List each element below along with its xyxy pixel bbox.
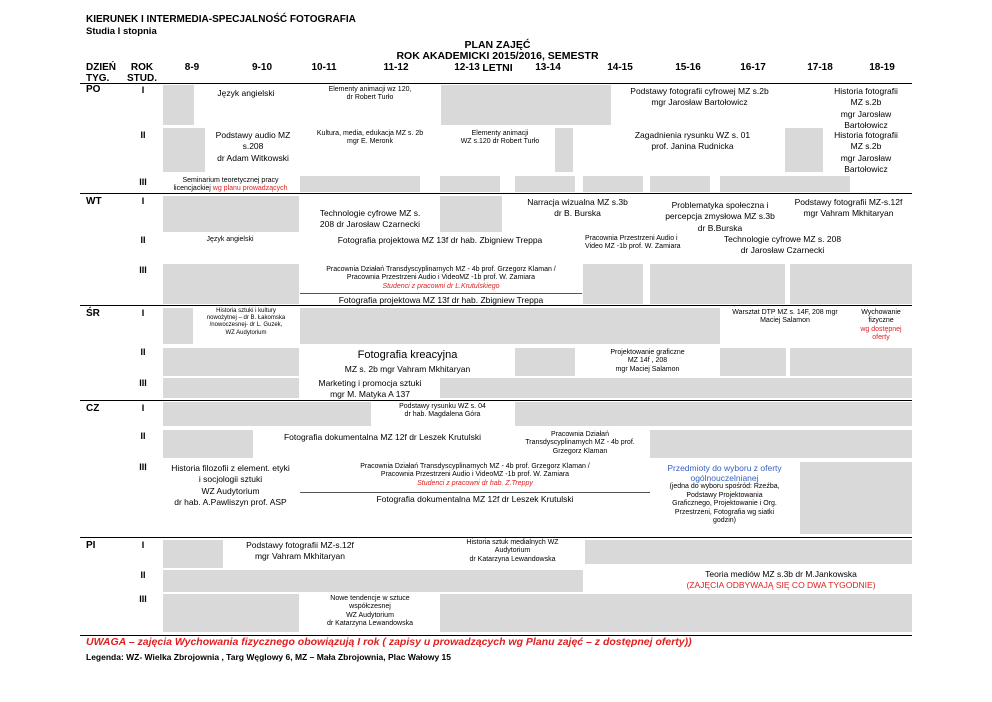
empty-slot [720, 348, 786, 376]
slot-header: 12-13 [454, 62, 480, 73]
rok-header: ROK STUD. [127, 62, 157, 84]
year-label: I [141, 403, 145, 413]
year-label: III [139, 177, 147, 187]
note-uwaga: UWAGA – zajęcia Wychowania fizycznego obowiązują I rok ( zapisy u prowadzących wg Planu zajęć – z dostępnej oferty)) [86, 636, 692, 648]
empty-slot [163, 402, 371, 426]
class-cell: Seminarium teoretycznej pracy licencjackiej wg planu prowadzących [173, 177, 288, 193]
cell-divider [300, 293, 582, 294]
cell-divider [300, 492, 650, 493]
empty-slot [300, 308, 720, 344]
year-label: I [141, 308, 145, 318]
class-cell: Fotografia projektowa MZ 13f dr hab. Zbigniew Treppa [338, 295, 544, 305]
class-cell: Przedmioty do wyboru z oferty ogólnouczelnianej (jedna do wyboru spośród: Rzeźba, Podstawy Projektowania Graficznego, Projektowanie i Org. Przestrzeni, Fotografia wg siatki godzin) [667, 463, 782, 524]
slot-header: 10-11 [311, 62, 337, 73]
class-cell: Elementy animacji wz 120, dr Robert Turło [328, 86, 412, 102]
class-cell: Pracownia Działań Transdyscyplinarnych MZ - 4b prof. Grzegorz Klaman [525, 431, 635, 455]
year-label: II [140, 570, 146, 580]
class-cell: Teoria mediów MZ s.3b dr M.Jankowska (ZAJĘCIA ODBYWAJĄ SIĘ CO DWA TYGODNIE) [686, 569, 876, 591]
faculty-title: KIERUNEK I INTERMEDIA-SPECJALNOŚĆ FOTOGRAFIA [86, 14, 356, 25]
year-label: II [140, 347, 146, 357]
year-label: I [141, 85, 145, 95]
empty-slot [650, 430, 912, 458]
class-cell: Podstawy rysunku WZ s. 04 dr hab. Magdalena Góra [399, 403, 486, 419]
class-cell: Pracownia Przestrzeni Audio i Video MZ -1b prof. W. Zamiara [585, 235, 681, 251]
class-cell: Problematyka społeczna i percepcja zmysłowa MZ s.3b dr B.Burska [665, 200, 775, 233]
class-cell: Narracja wizualna MZ s.3b dr B. Burska [527, 197, 628, 219]
empty-slot [555, 128, 573, 172]
empty-slot [785, 128, 823, 172]
year-label: II [140, 235, 146, 245]
empty-slot [163, 308, 193, 344]
empty-slot [163, 430, 253, 458]
empty-slot [650, 264, 785, 304]
empty-slot [440, 378, 912, 398]
slot-header: 16-17 [740, 62, 766, 73]
empty-slot [515, 402, 912, 426]
slot-header: 13-14 [535, 62, 561, 73]
class-cell: Marketing i promocja sztuki mgr M. Matyka A 137 [318, 378, 422, 400]
class-cell: Elementy animacji WZ s.120 dr Robert Turło [460, 130, 540, 146]
day-divider [80, 400, 912, 401]
empty-slot [515, 176, 575, 192]
slot-header: 18-19 [869, 62, 895, 73]
year-label: III [139, 265, 147, 275]
empty-slot [163, 594, 299, 632]
class-cell: Wychowanie fizyczne wg dostępnej oferty [860, 309, 902, 342]
empty-slot [163, 85, 194, 125]
empty-slot [583, 176, 643, 192]
empty-slot [800, 462, 912, 534]
empty-slot [583, 264, 643, 304]
plan-subtitle: ROK AKADEMICKI 2015/2016, SEMESTR LETNI [396, 50, 599, 74]
empty-slot [163, 264, 299, 304]
year-label: II [140, 431, 146, 441]
year-label: II [140, 130, 146, 140]
empty-slot [163, 196, 299, 232]
empty-slot [515, 348, 575, 376]
class-cell: Język angielski [217, 88, 275, 98]
empty-slot [720, 176, 850, 192]
class-cell: Podstawy fotografii cyfrowej MZ s.2b mgr Jarosław Bartołowicz [630, 86, 769, 108]
empty-slot [163, 378, 299, 398]
class-cell: Technologie cyfrowe MZ s. 208 dr Jarosław Czarnecki [723, 234, 842, 256]
day-label: PO [86, 84, 101, 95]
class-cell: Podstawy audio MZ s.208 dr Adam Witkowski [215, 130, 291, 163]
year-label: III [139, 378, 147, 388]
class-cell: Historia filozofii z element. etyki i socjologii sztuki WZ Audytorium dr hab. A.Pawliszyn prof. ASP [171, 463, 290, 508]
study-level: Studia I stopnia [86, 26, 157, 37]
day-divider [80, 537, 912, 538]
class-cell: Warsztat DTP MZ s. 14F, 208 mgr Maciej Salamon [732, 309, 838, 325]
header-divider [80, 83, 912, 84]
class-cell: Zagadnienia rysunku WZ s. 01 prof. Janina Rudnicka [634, 130, 751, 152]
slot-header: 17-18 [807, 62, 833, 73]
class-cell: Pracownia Działań Transdyscyplinarnych MZ - 4b prof. Grzegorz Klaman / Pracownia Przestrzeni Audio i VideoMZ -1b prof. W. Zamiara Studenci z pracowni dr hab. Z.Treppy [360, 463, 590, 487]
class-cell: Technologie cyfrowe MZ s. 208 dr Jarosław Czarnecki [319, 208, 421, 230]
year-label: III [139, 462, 147, 472]
legend: Legenda: WZ- Wielka Zbrojownia , Targ Węglowy 6, MZ – Mała Zbrojownia, Plac Wałowy 15 [86, 652, 452, 662]
empty-slot [163, 570, 583, 592]
slot-header: 11-12 [383, 62, 409, 73]
empty-slot [163, 128, 205, 172]
class-cell: Projektowanie graficzne MZ 14f , 208 mgr Maciej Salamon [610, 349, 685, 373]
class-cell: Nowe tendencje w sztuce współczesnej WZ Audytorium dr Katarzyna Lewandowska [327, 595, 413, 628]
day-header: DZIEŃ TYG. [86, 62, 116, 84]
class-cell: Fotografia dokumentalna MZ 12f dr Leszek Krutulski [376, 494, 574, 504]
year-label: I [141, 540, 145, 550]
empty-slot [163, 348, 299, 376]
day-label: PI [86, 540, 96, 551]
empty-slot [440, 176, 500, 192]
slot-header: 14-15 [607, 62, 633, 73]
class-cell: Kultura, media, edukacja MZ s. 2b mgr E. Meronk [316, 130, 424, 146]
class-cell: Pracownia Działań Transdyscyplinarnych MZ - 4b prof. Grzegorz Klaman / Pracownia Przestrzeni Audio i VideoMZ -1b prof. W. Zamiara Studenci z pracowni dr L.Krutulskiego [326, 266, 556, 290]
empty-slot [441, 85, 611, 125]
plan-title: PLAN ZAJĘĆ [464, 39, 531, 51]
class-cell: Historia sztuki i kultury nowożytnej – dr B. Łakomska /nowoczesnej- dr L. Guzek, WZ Audytorium [206, 308, 286, 336]
class-cell: Fotografia kreacyjna MZ s. 2b mgr Vahram Mkhitaryan [344, 349, 471, 375]
empty-slot [163, 540, 223, 568]
class-cell: Podstawy fotografii MZ-s.12f mgr Vahram Mkhitaryan [794, 197, 903, 219]
class-cell: Podstawy fotografii MZ-s.12f mgr Vahram Mkhitaryan [246, 540, 354, 562]
slot-header: 8-9 [184, 62, 200, 73]
day-label: ŚR [86, 308, 100, 319]
empty-slot [300, 176, 420, 192]
day-label: WT [86, 196, 102, 207]
class-cell: Historia fotografii MZ s.2b mgr Jarosław Bartołowicz [834, 86, 898, 131]
class-cell: Historia fotografii MZ s.2b mgr Jarosław Bartołowicz [834, 130, 898, 175]
empty-slot [650, 176, 710, 192]
year-label: III [139, 594, 147, 604]
class-cell: Historia sztuk medialnych WZ Audytorium dr Katarzyna Lewandowska [466, 539, 559, 563]
year-label: I [141, 196, 145, 206]
empty-slot [440, 196, 502, 232]
empty-slot [440, 594, 912, 632]
empty-slot [585, 540, 912, 564]
slot-header: 9-10 [251, 62, 272, 73]
class-cell: Fotografia dokumentalna MZ 12f dr Leszek Krutulski [283, 432, 481, 442]
day-label: CZ [86, 403, 100, 414]
empty-slot [790, 348, 912, 376]
class-cell: Fotografia projektowa MZ 13f dr hab. Zbigniew Treppa [337, 235, 543, 245]
class-cell: Język angielski [206, 236, 254, 243]
slot-header: 15-16 [675, 62, 701, 73]
empty-slot [790, 264, 912, 304]
